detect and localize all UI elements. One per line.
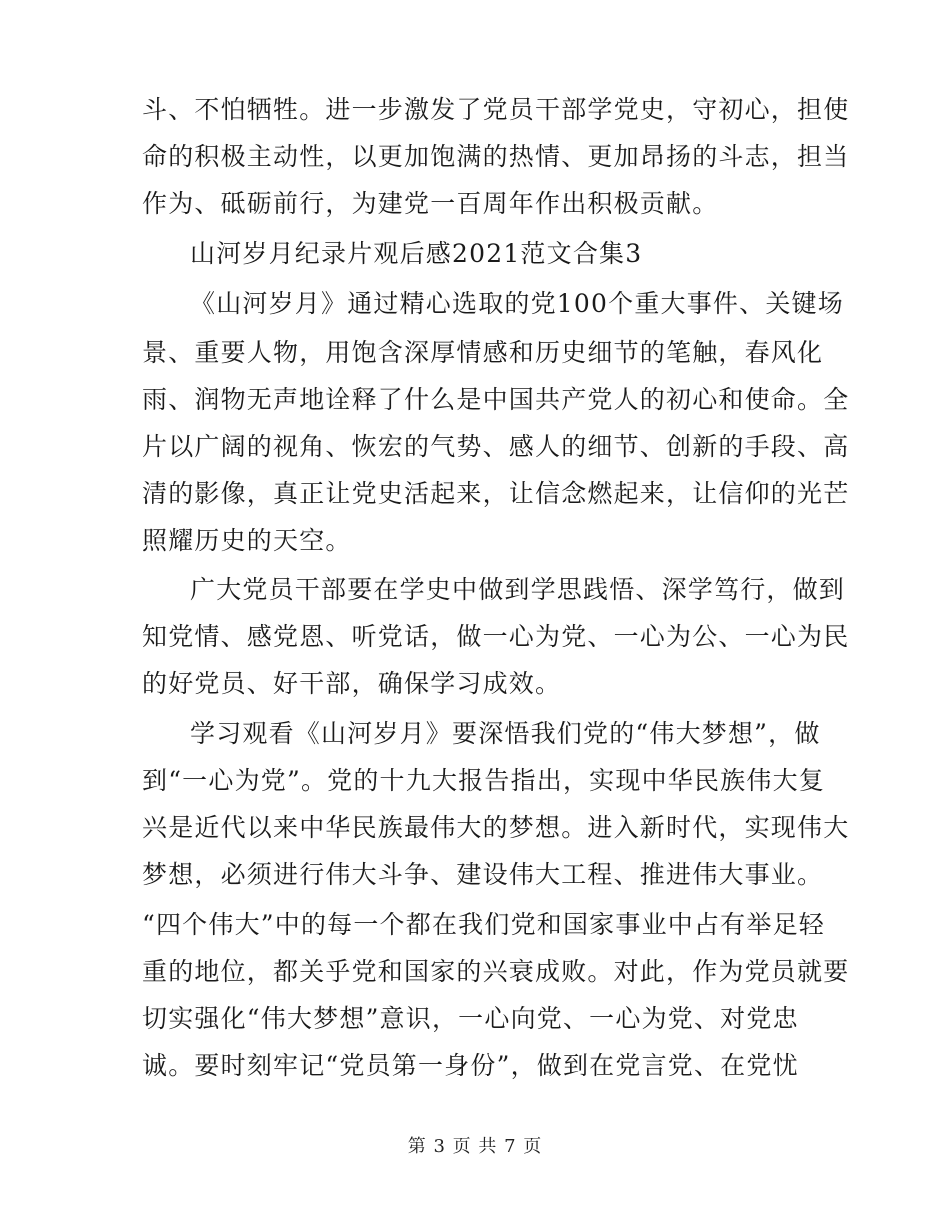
paragraph-first-line: 《山河岁月》通过精心选取的党100个重大事件、关键场 — [190, 289, 844, 318]
page-number: 第 3 页 共 7 页 — [407, 1136, 543, 1157]
text-line: 命的积极主动性，以更加饱满的热情、更加昂扬的斗志，担当 — [142, 142, 850, 171]
text-line: 景、重要人物，用饱含深厚情感和历史细节的笔触，春风化 — [142, 338, 824, 367]
text-line: 清的影像，真正让党史活起来，让信念燃起来，让信仰的光芒 — [142, 479, 850, 508]
text-line: 雨、润物无声地诠释了什么是中国共产党人的初心和使命。全 — [142, 385, 850, 414]
text-line: 重的地位，都关乎党和国家的兴衰成败。对此，作为党员就要 — [142, 957, 850, 986]
text-line: 知党情、感党恩、听党话，做一心为党、一心为公、一心为民 — [142, 622, 850, 651]
text-line: 作为、砥砺前行，为建党一百周年作出积极贡献。 — [142, 189, 719, 218]
text-line: 的好党员、好干部，确保学习成效。 — [142, 669, 562, 698]
text-line: 切实强化“伟大梦想”意识，一心向党、一心为党、对党忠 — [142, 1004, 799, 1033]
text-line: 梦想，必须进行伟大斗争、建设伟大工程、推进伟大事业。 — [142, 860, 824, 889]
section-heading: 山河岁月纪录片观后感2021范文合集3 — [190, 239, 643, 268]
text-line: 兴是近代以来中华民族最伟大的梦想。进入新时代，实现伟大 — [142, 813, 850, 842]
text-line: 到“一心为党”。党的十九大报告指出，实现中华民族伟大复 — [142, 766, 825, 795]
paragraph-first-line: 学习观看《山河岁月》要深悟我们党的“伟大梦想”，做 — [190, 719, 821, 748]
text-line: 片以广阔的视角、恢宏的气势、感人的细节、创新的手段、高 — [142, 432, 850, 461]
text-line: 斗、不怕牺牲。进一步激发了党员干部学党史，守初心，担使 — [142, 95, 850, 124]
text-line: “四个伟大”中的每一个都在我们党和国家事业中占有举足轻 — [142, 910, 825, 939]
text-line: 诚。要时刻牢记“党员第一身份”，做到在党言党、在党忧 — [142, 1051, 799, 1080]
text-line: 照耀历史的天空。 — [142, 526, 352, 555]
paragraph-first-line: 广大党员干部要在学史中做到学思践悟、深学笃行，做到 — [190, 575, 846, 604]
